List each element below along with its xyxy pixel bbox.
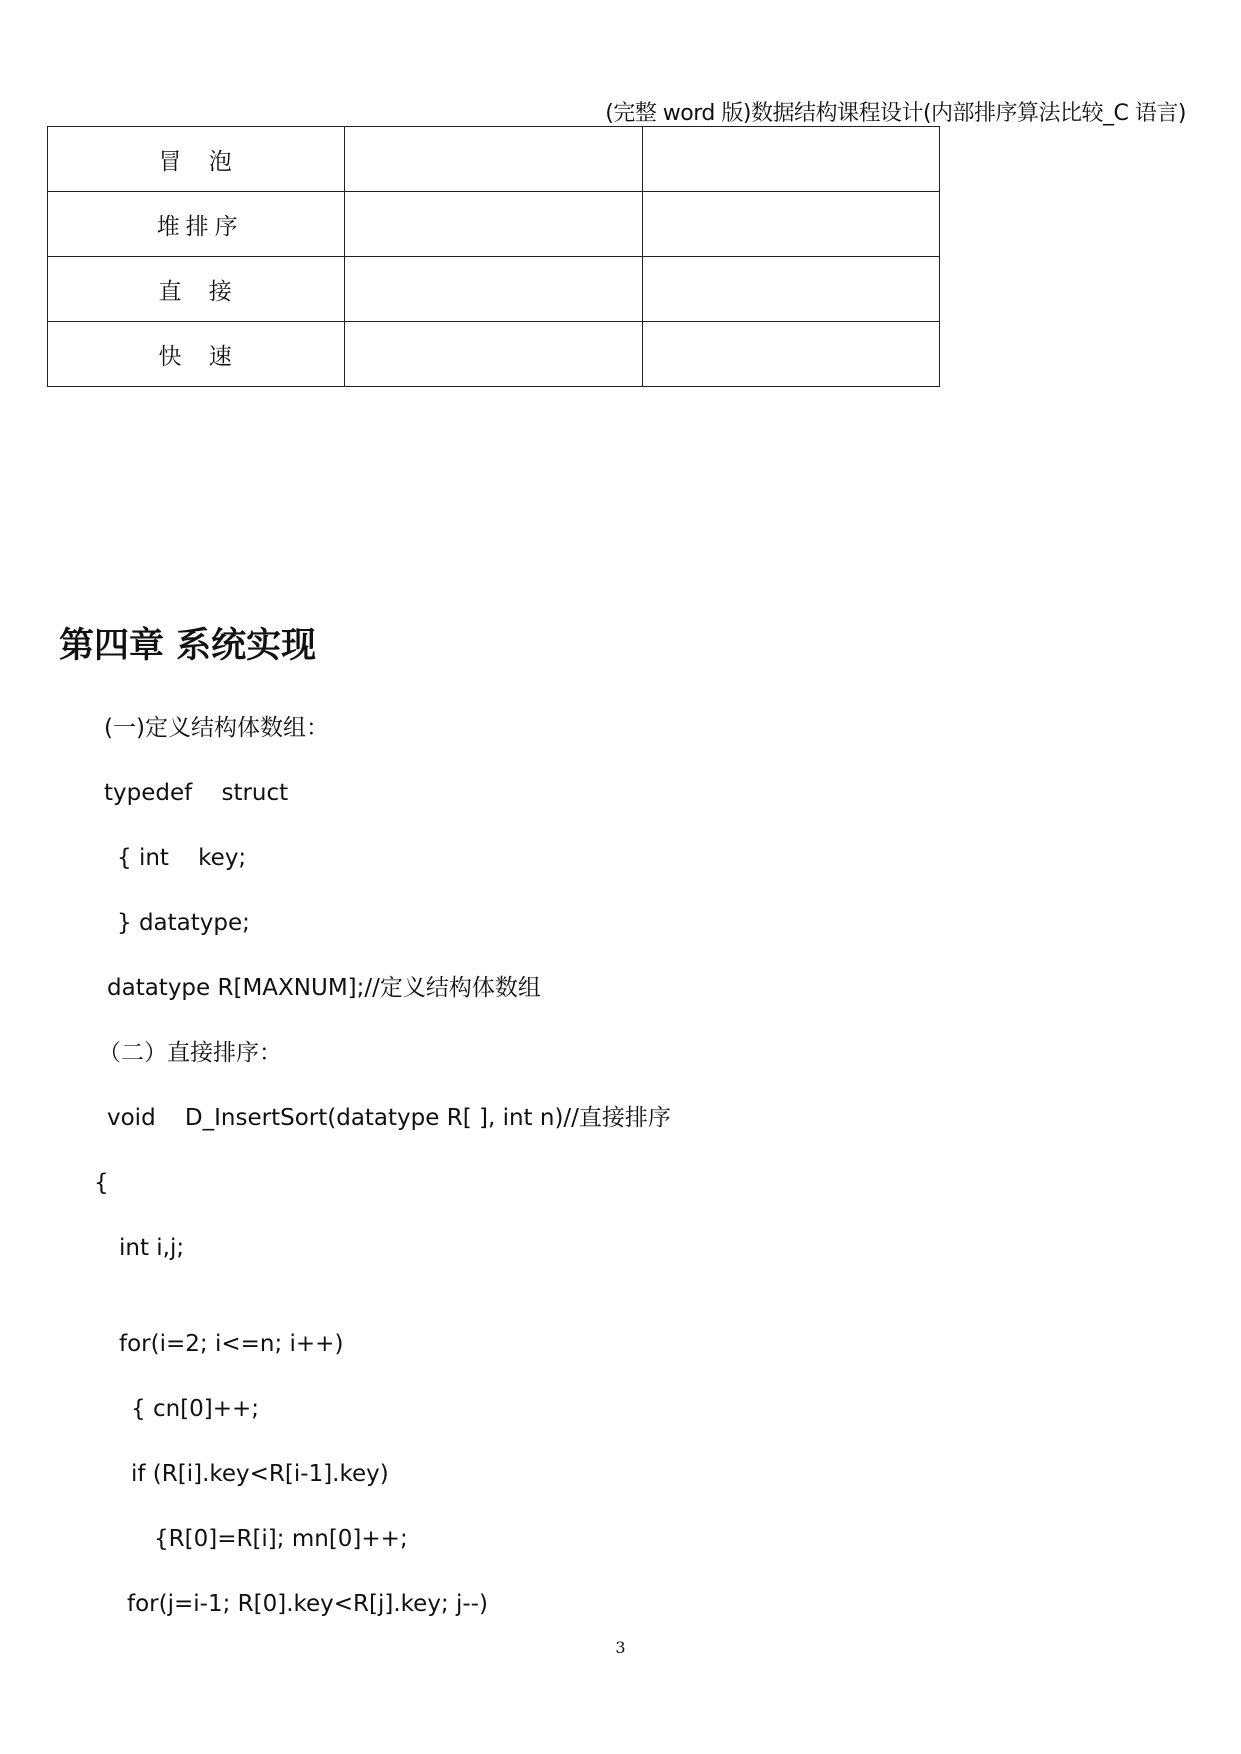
code-line: { int key; bbox=[117, 845, 247, 871]
code-line: (一)定义结构体数组： bbox=[104, 715, 329, 741]
table-cell-label: 堆排序 bbox=[48, 192, 345, 257]
code-line: void D_InsertSort(datatype R[ ], int n)//直接排序 bbox=[107, 1105, 671, 1131]
table-cell bbox=[345, 192, 642, 257]
table-cell bbox=[642, 192, 939, 257]
code-line: （二）直接排序： bbox=[98, 1040, 282, 1066]
document-header-title: (完整 word 版)数据结构课程设计(内部排序算法比较_C 语言) bbox=[605, 101, 1186, 126]
sort-comparison-table bbox=[47, 126, 940, 387]
code-line: datatype R[MAXNUM];//定义结构体数组 bbox=[107, 975, 541, 1001]
code-line: if (R[i].key<R[i-1].key) bbox=[131, 1461, 389, 1487]
code-line: {R[0]=R[i]; mn[0]++; bbox=[154, 1526, 408, 1552]
table-row bbox=[48, 192, 940, 257]
code-line: for(i=2; i<=n; i++) bbox=[119, 1331, 344, 1357]
code-line: typedef struct bbox=[104, 780, 289, 806]
table-cell bbox=[345, 257, 642, 322]
table-cell-label: 冒 泡 bbox=[48, 127, 345, 192]
page-number: 3 bbox=[615, 1638, 626, 1657]
table-row bbox=[48, 322, 940, 387]
code-line: { cn[0]++; bbox=[131, 1396, 260, 1422]
code-line: } datatype; bbox=[117, 910, 250, 936]
table-cell-label: 直 接 bbox=[48, 257, 345, 322]
code-line: int i,j; bbox=[119, 1235, 185, 1261]
table-cell bbox=[642, 127, 939, 192]
table-cell bbox=[642, 257, 939, 322]
table-row bbox=[48, 127, 940, 192]
table-cell-label: 快 速 bbox=[48, 322, 345, 387]
code-line: { bbox=[94, 1170, 109, 1196]
table-cell bbox=[345, 127, 642, 192]
chapter-title: 第四章 系统实现 bbox=[59, 626, 317, 666]
table-row bbox=[48, 257, 940, 322]
code-line: for(j=i-1; R[0].key<R[j].key; j--) bbox=[127, 1591, 488, 1617]
table-cell bbox=[345, 322, 642, 387]
table-cell bbox=[642, 322, 939, 387]
